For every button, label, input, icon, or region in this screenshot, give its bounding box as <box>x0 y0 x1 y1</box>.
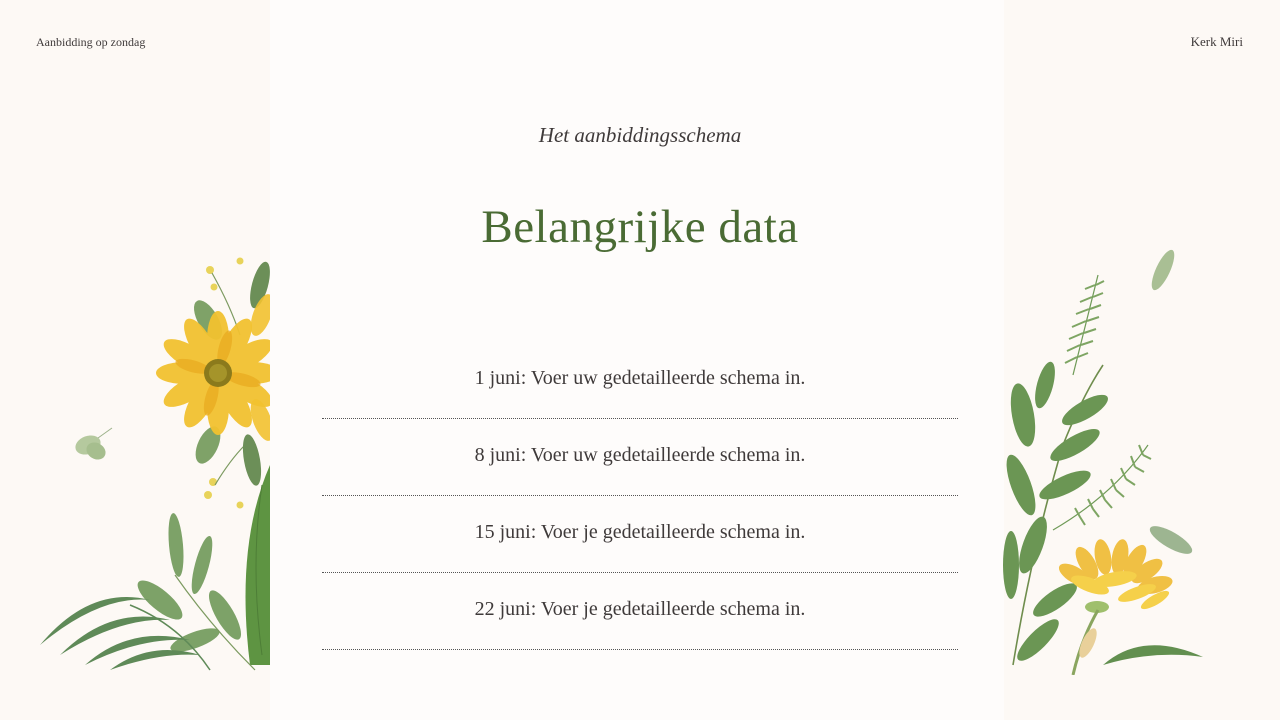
date-item <box>322 496 958 573</box>
left-floral-decoration-icon <box>30 245 270 675</box>
date-item <box>322 573 958 650</box>
date-item <box>322 419 958 496</box>
important-dates-list <box>322 342 958 650</box>
slide-title: Belangrijke data <box>481 201 799 253</box>
date-item-text: 22 juni: Voer je gedetailleerde schema in. <box>474 598 806 620</box>
header-service-label: Aanbidding op zondag <box>36 35 146 49</box>
header-church-name: Kerk Miri <box>1190 34 1243 49</box>
date-item-text: 1 juni: Voer uw gedetailleerde schema in. <box>474 367 806 389</box>
slide-subtitle: Het aanbiddingsschema <box>538 123 742 147</box>
date-item-text: 15 juni: Voer je gedetailleerde schema in. <box>474 521 806 543</box>
right-floral-decoration-icon <box>1003 245 1213 675</box>
date-item <box>322 342 958 419</box>
date-item-text: 8 juni: Voer uw gedetailleerde schema in. <box>474 444 806 466</box>
